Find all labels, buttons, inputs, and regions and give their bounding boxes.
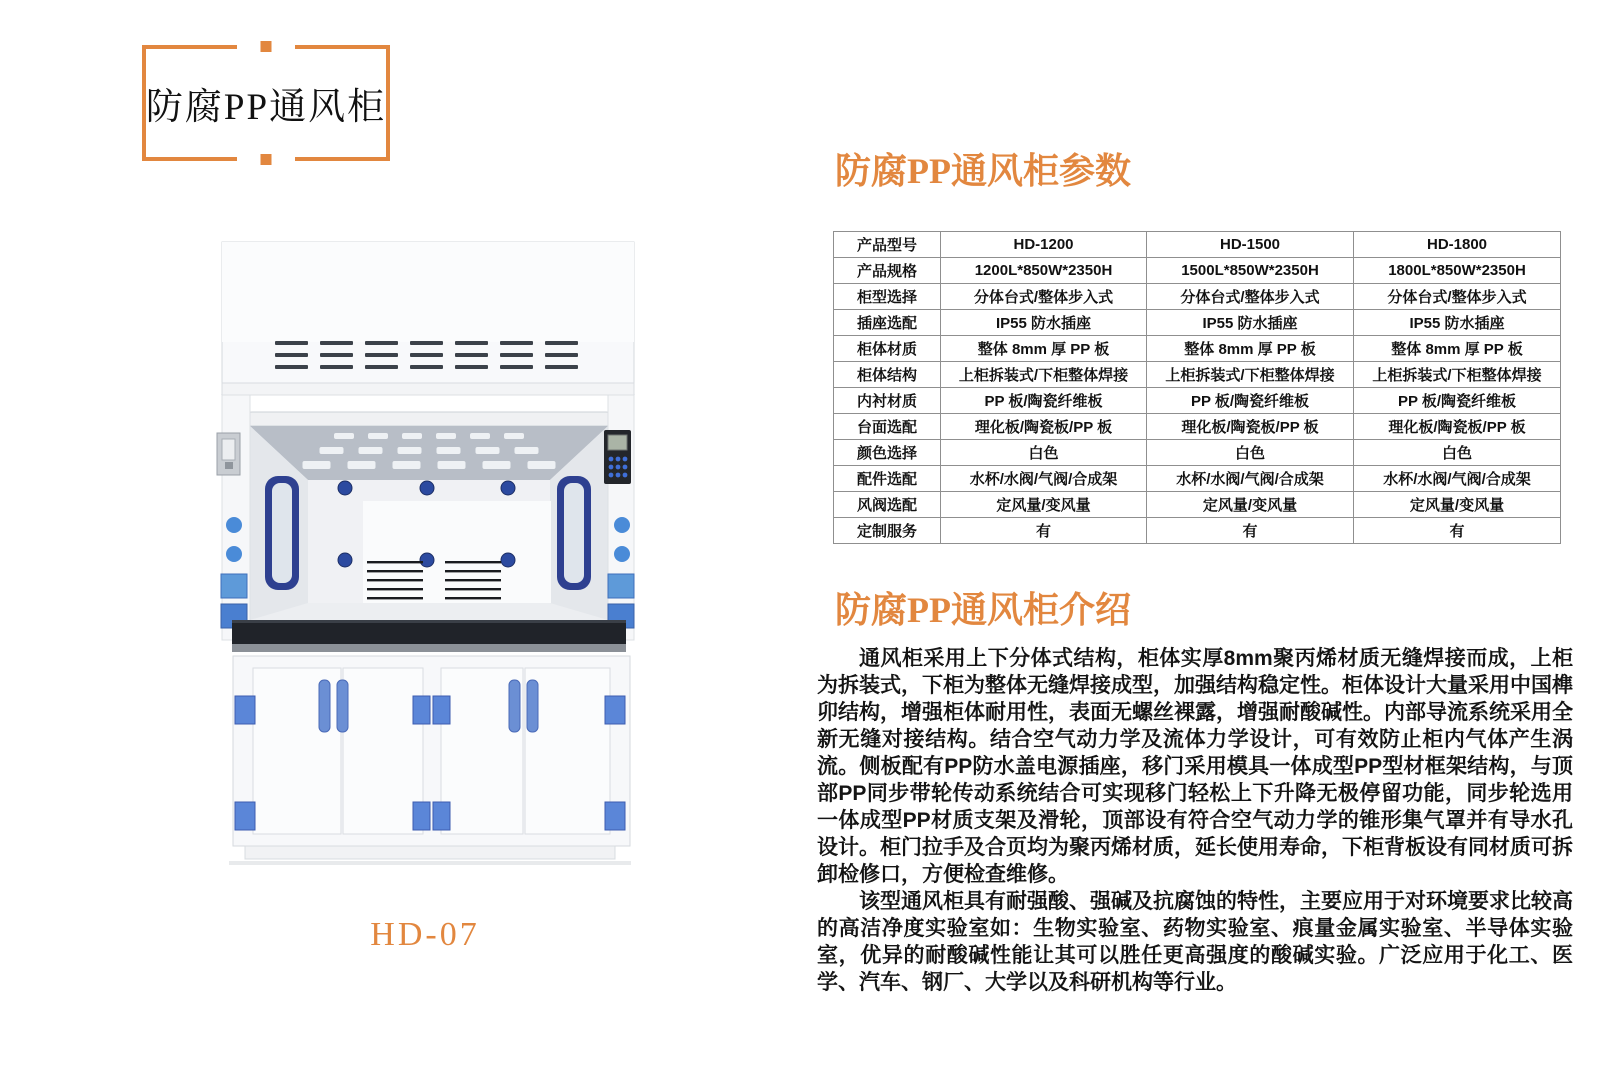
param-label: 风阀选配 xyxy=(834,492,941,518)
page-title: 防腐PP通风柜 xyxy=(145,87,387,128)
param-label: 台面选配 xyxy=(834,414,941,440)
param-value: HD-1800 xyxy=(1354,232,1561,258)
param-value: PP 板/陶瓷纤维板 xyxy=(1354,388,1561,414)
param-value: IP55 防水插座 xyxy=(1354,310,1561,336)
param-value: 理化板/陶瓷板/PP 板 xyxy=(1354,414,1561,440)
param-value: IP55 防水插座 xyxy=(941,310,1147,336)
param-row xyxy=(834,466,1561,492)
param-row xyxy=(834,258,1561,284)
param-value: IP55 防水插座 xyxy=(1147,310,1354,336)
params-heading: 防腐PP通风柜参数 xyxy=(835,151,1131,191)
model-caption: HD-07 xyxy=(370,916,480,953)
param-value: 白色 xyxy=(1354,440,1561,466)
lower-cabinet xyxy=(229,656,631,865)
param-label: 柜体材质 xyxy=(834,336,941,362)
param-value: 水杯/水阀/气阀/合成架 xyxy=(1147,466,1354,492)
sash-latch xyxy=(217,433,240,475)
param-value: 有 xyxy=(941,518,1147,544)
param-label: 配件选配 xyxy=(834,466,941,492)
param-row xyxy=(834,492,1561,518)
param-row xyxy=(834,232,1561,258)
param-value: 定风量/变风量 xyxy=(1147,492,1354,518)
param-value: 理化板/陶瓷板/PP 板 xyxy=(941,414,1147,440)
param-value: 有 xyxy=(1147,518,1354,544)
param-label: 柜体结构 xyxy=(834,362,941,388)
param-row xyxy=(834,336,1561,362)
param-value: 分体台式/整体步入式 xyxy=(941,284,1147,310)
control-panel xyxy=(604,430,631,484)
intro-text xyxy=(817,645,1573,996)
chamber xyxy=(250,426,608,620)
worktop xyxy=(232,620,626,652)
param-value: 上柜拆装式/下柜整体焊接 xyxy=(1147,362,1354,388)
params-table-body xyxy=(834,232,1561,544)
param-value: 整体 8mm 厚 PP 板 xyxy=(1354,336,1561,362)
param-value: 1500L*850W*2350H xyxy=(1147,258,1354,284)
param-value: 上柜拆装式/下柜整体焊接 xyxy=(1354,362,1561,388)
param-value: 白色 xyxy=(1147,440,1354,466)
intro-heading: 防腐PP通风柜介绍 xyxy=(835,590,1131,630)
param-value: 水杯/水阀/气阀/合成架 xyxy=(941,466,1147,492)
param-value: 定风量/变风量 xyxy=(1354,492,1561,518)
param-value: 上柜拆装式/下柜整体焊接 xyxy=(941,362,1147,388)
param-value: 白色 xyxy=(941,440,1147,466)
param-value: 分体台式/整体步入式 xyxy=(1147,284,1354,310)
title-box-dash-top xyxy=(261,41,272,52)
param-label: 颜色选择 xyxy=(834,440,941,466)
intro-paragraph: 通风柜采用上下分体式结构，柜体实厚8mm聚丙烯材质无缝焊接而成，上柜为拆装式，下柜为整体无缝焊接成型，加强结构稳定性。柜体设计大量采用中国榫卯结构，增强柜体耐用性，表面无螺丝裸露，增强耐酸碱性。内部导流系统采用全新无缝对接结构。结合空气动力学及流体力学设计，可有效防止柜内气体产生涡流。侧板配有PP防水盖电源插座，移门采用模具一体成型PP型材框架结构，与顶部PP同步带轮传动系统结合可实现移门轻松上下升降无极停留功能，同步轮选用一体成型PP材质支架及滑轮，顶部设有符合空气动力学的锥形集气罩并有导水孔设计。柜门拉手及合页均为聚丙烯材质，延长使用寿命，下柜背板设有同材质可拆卸检修口，方便检查维修。 xyxy=(817,647,1573,886)
param-label: 插座选配 xyxy=(834,310,941,336)
product-photo xyxy=(205,228,665,868)
param-value: HD-1500 xyxy=(1147,232,1354,258)
params-table xyxy=(833,231,1561,544)
param-row xyxy=(834,362,1561,388)
intro-paragraph: 该型通风柜具有耐强酸、强碱及抗腐蚀的特性，主要应用于对环境要求比较高的高洁净度实验室如：生物实验室、药物实验室、痕量金属实验室、半导体实验室，优异的耐酸碱性能让其可以胜任更高强度的酸碱实验。广泛应用于化工、医学、汽车、钢厂、大学以及科研机构等行业。 xyxy=(817,890,1573,994)
param-row xyxy=(834,414,1561,440)
param-value: 分体台式/整体步入式 xyxy=(1354,284,1561,310)
param-value: 理化板/陶瓷板/PP 板 xyxy=(1147,414,1354,440)
param-value: PP 板/陶瓷纤维板 xyxy=(1147,388,1354,414)
param-label: 柜型选择 xyxy=(834,284,941,310)
param-row xyxy=(834,310,1561,336)
param-label: 内衬材质 xyxy=(834,388,941,414)
param-row xyxy=(834,388,1561,414)
param-row xyxy=(834,518,1561,544)
param-label: 产品型号 xyxy=(834,232,941,258)
fume-hood-illustration xyxy=(205,228,665,868)
param-row xyxy=(834,440,1561,466)
param-value: PP 板/陶瓷纤维板 xyxy=(941,388,1147,414)
param-value: 1800L*850W*2350H xyxy=(1354,258,1561,284)
title-box xyxy=(142,45,390,161)
param-label: 定制服务 xyxy=(834,518,941,544)
param-row xyxy=(834,284,1561,310)
param-value: 有 xyxy=(1354,518,1561,544)
title-box-dash-bottom xyxy=(261,154,272,165)
param-label: 产品规格 xyxy=(834,258,941,284)
param-value: 水杯/水阀/气阀/合成架 xyxy=(1354,466,1561,492)
param-value: 整体 8mm 厚 PP 板 xyxy=(941,336,1147,362)
cabinet-base xyxy=(245,846,615,859)
param-value: HD-1200 xyxy=(941,232,1147,258)
floor-shadow xyxy=(229,861,631,865)
param-value: 1200L*850W*2350H xyxy=(941,258,1147,284)
sash-roller xyxy=(222,383,634,426)
param-value: 整体 8mm 厚 PP 板 xyxy=(1147,336,1354,362)
param-value: 定风量/变风量 xyxy=(941,492,1147,518)
